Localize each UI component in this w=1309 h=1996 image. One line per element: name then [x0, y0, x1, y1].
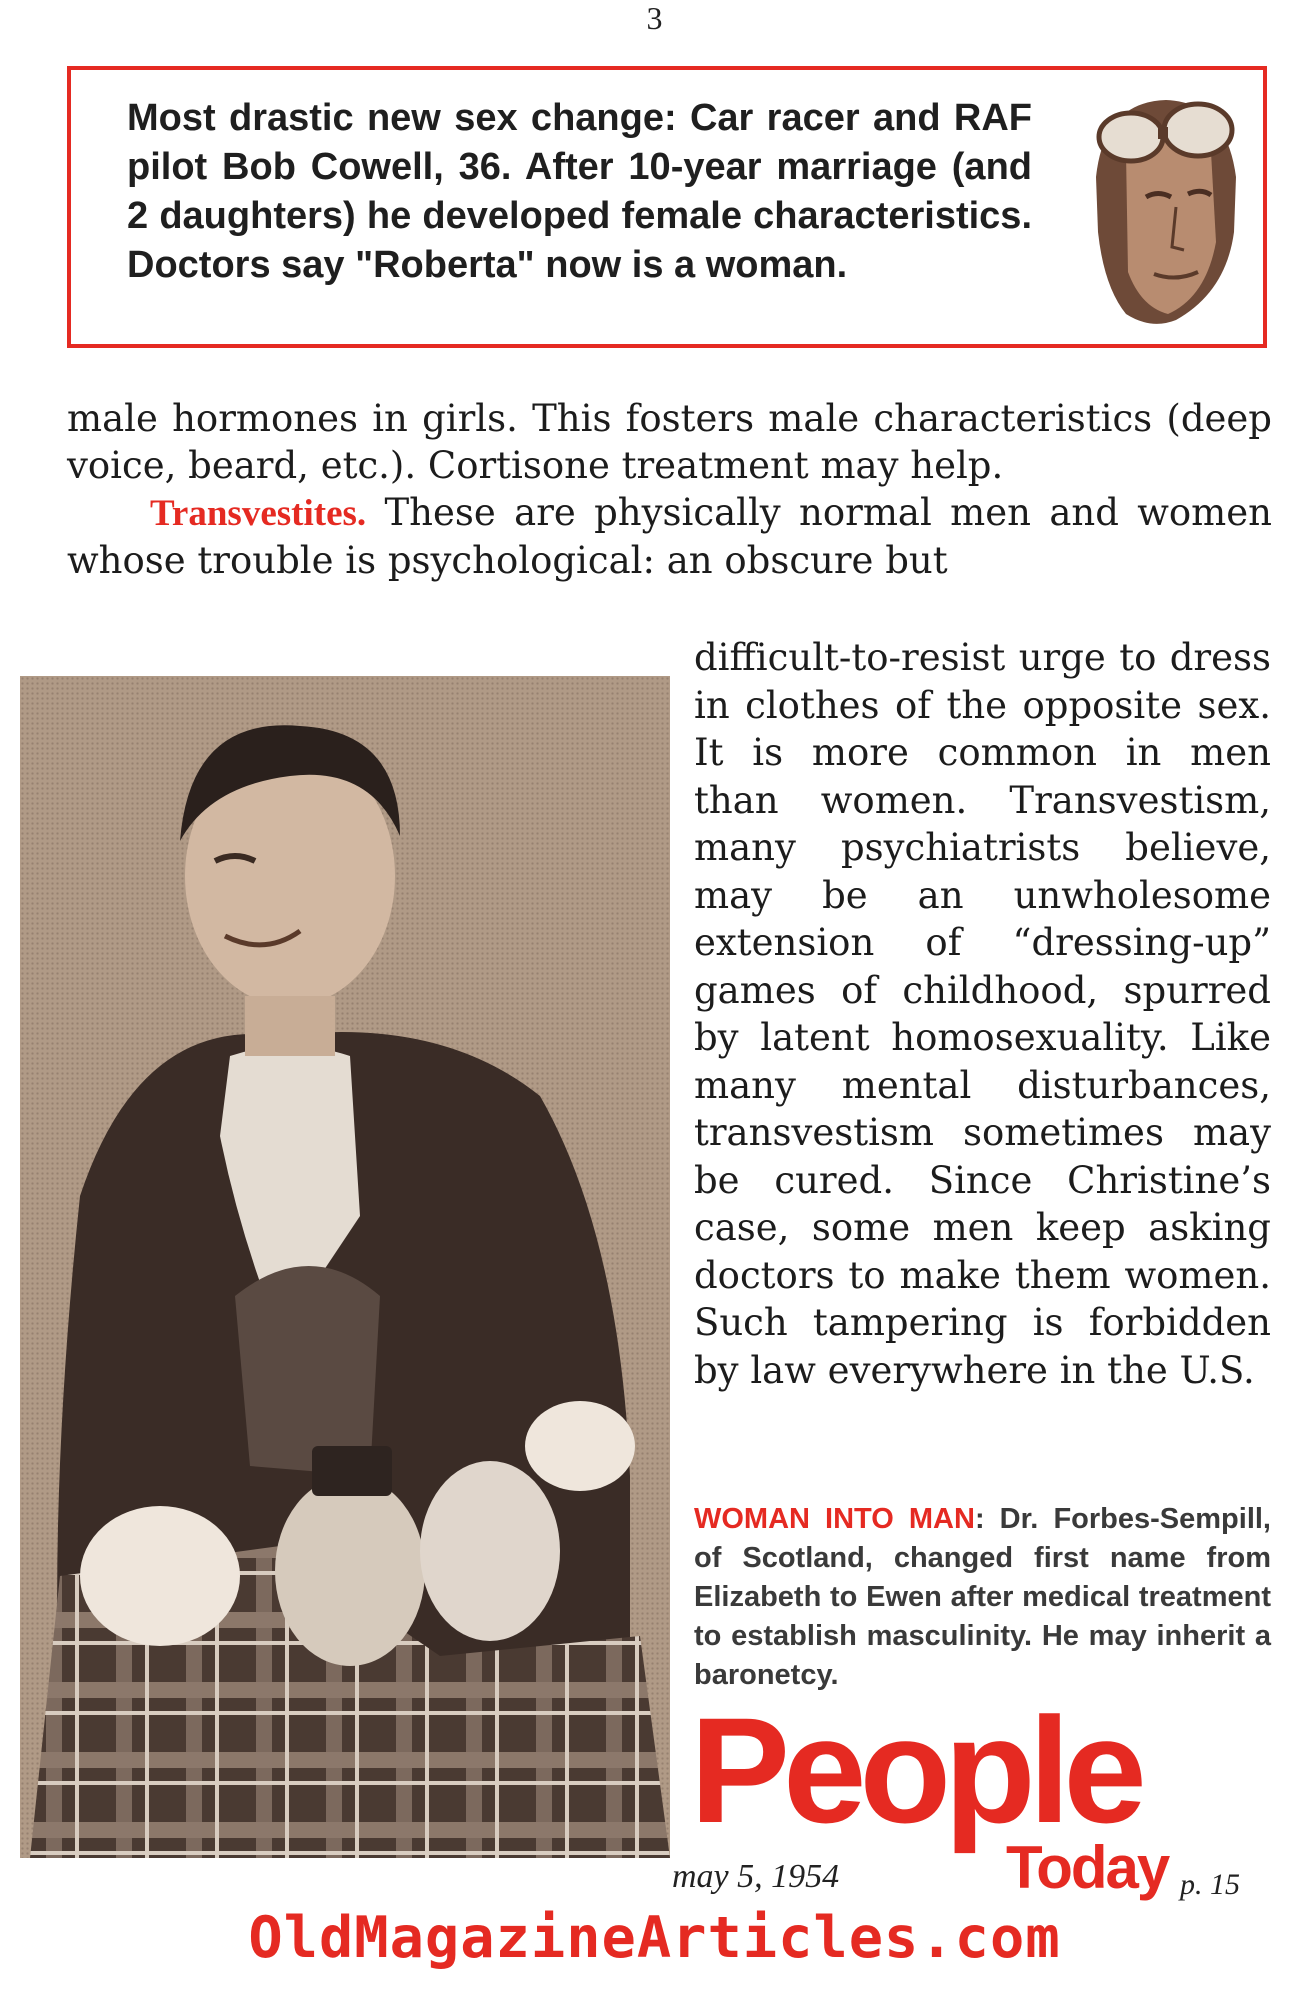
- section-heading: Transvestites.: [150, 493, 367, 534]
- footer-website[interactable]: OldMagazineArticles.com: [248, 1905, 1061, 1971]
- issue-date: may 5, 1954: [672, 1858, 840, 1895]
- masthead-today: Today: [1006, 1834, 1169, 1901]
- article-body: [67, 395, 1272, 584]
- callout-text: Most drastic new sex change: Car racer and RAF pilot Bob Cowell, 36. After 10-year marriage (and 2 daughters) he developed female characteristics. Doctors say "Roberta" now is a woman.: [127, 97, 1032, 286]
- transvestites-paragraph: [67, 489, 1272, 584]
- caption-lead: WOMAN INTO MAN: [694, 1503, 975, 1535]
- page-number: 3: [646, 0, 663, 36]
- caption-text: : Dr. Forbes-Sempill, of Scotland, changed first name from Elizabeth to Ewen after medical treatment to establish masculinity. He may inherit a baronetcy.: [694, 1503, 1271, 1691]
- photo-caption: [694, 1500, 1271, 1695]
- masthead-people: People: [690, 1686, 1140, 1854]
- goggled-pilot-portrait: [1076, 82, 1251, 332]
- continuation-paragraph: male hormones in girls. This fosters male characteristics (deep voice, beard, etc.). Cortisone treatment may help.: [67, 397, 1272, 487]
- callout-box: [67, 66, 1267, 348]
- column-text: difficult-to-resist urge to dress in clothes of the opposite sex. It is more common in men than women. Transvestism, many psychiatrists believe, may be an unwholesome extension of “dressing-up” games of childhood, spurred by latent homosexuality. Like many mental disturbances, transvestism sometimes may be cured. Since Christine’s case, some men keep asking doctors to make them women. Such tampering is forbidden by law everywhere in the U.S.: [694, 636, 1271, 1392]
- article-photo: [20, 676, 670, 1858]
- section-intro: These are physically normal men and women whose trouble is psychological: an obscure but: [67, 491, 1272, 582]
- kilted-man-photo: [20, 676, 670, 1858]
- page-reference: p. 15: [1180, 1868, 1240, 1901]
